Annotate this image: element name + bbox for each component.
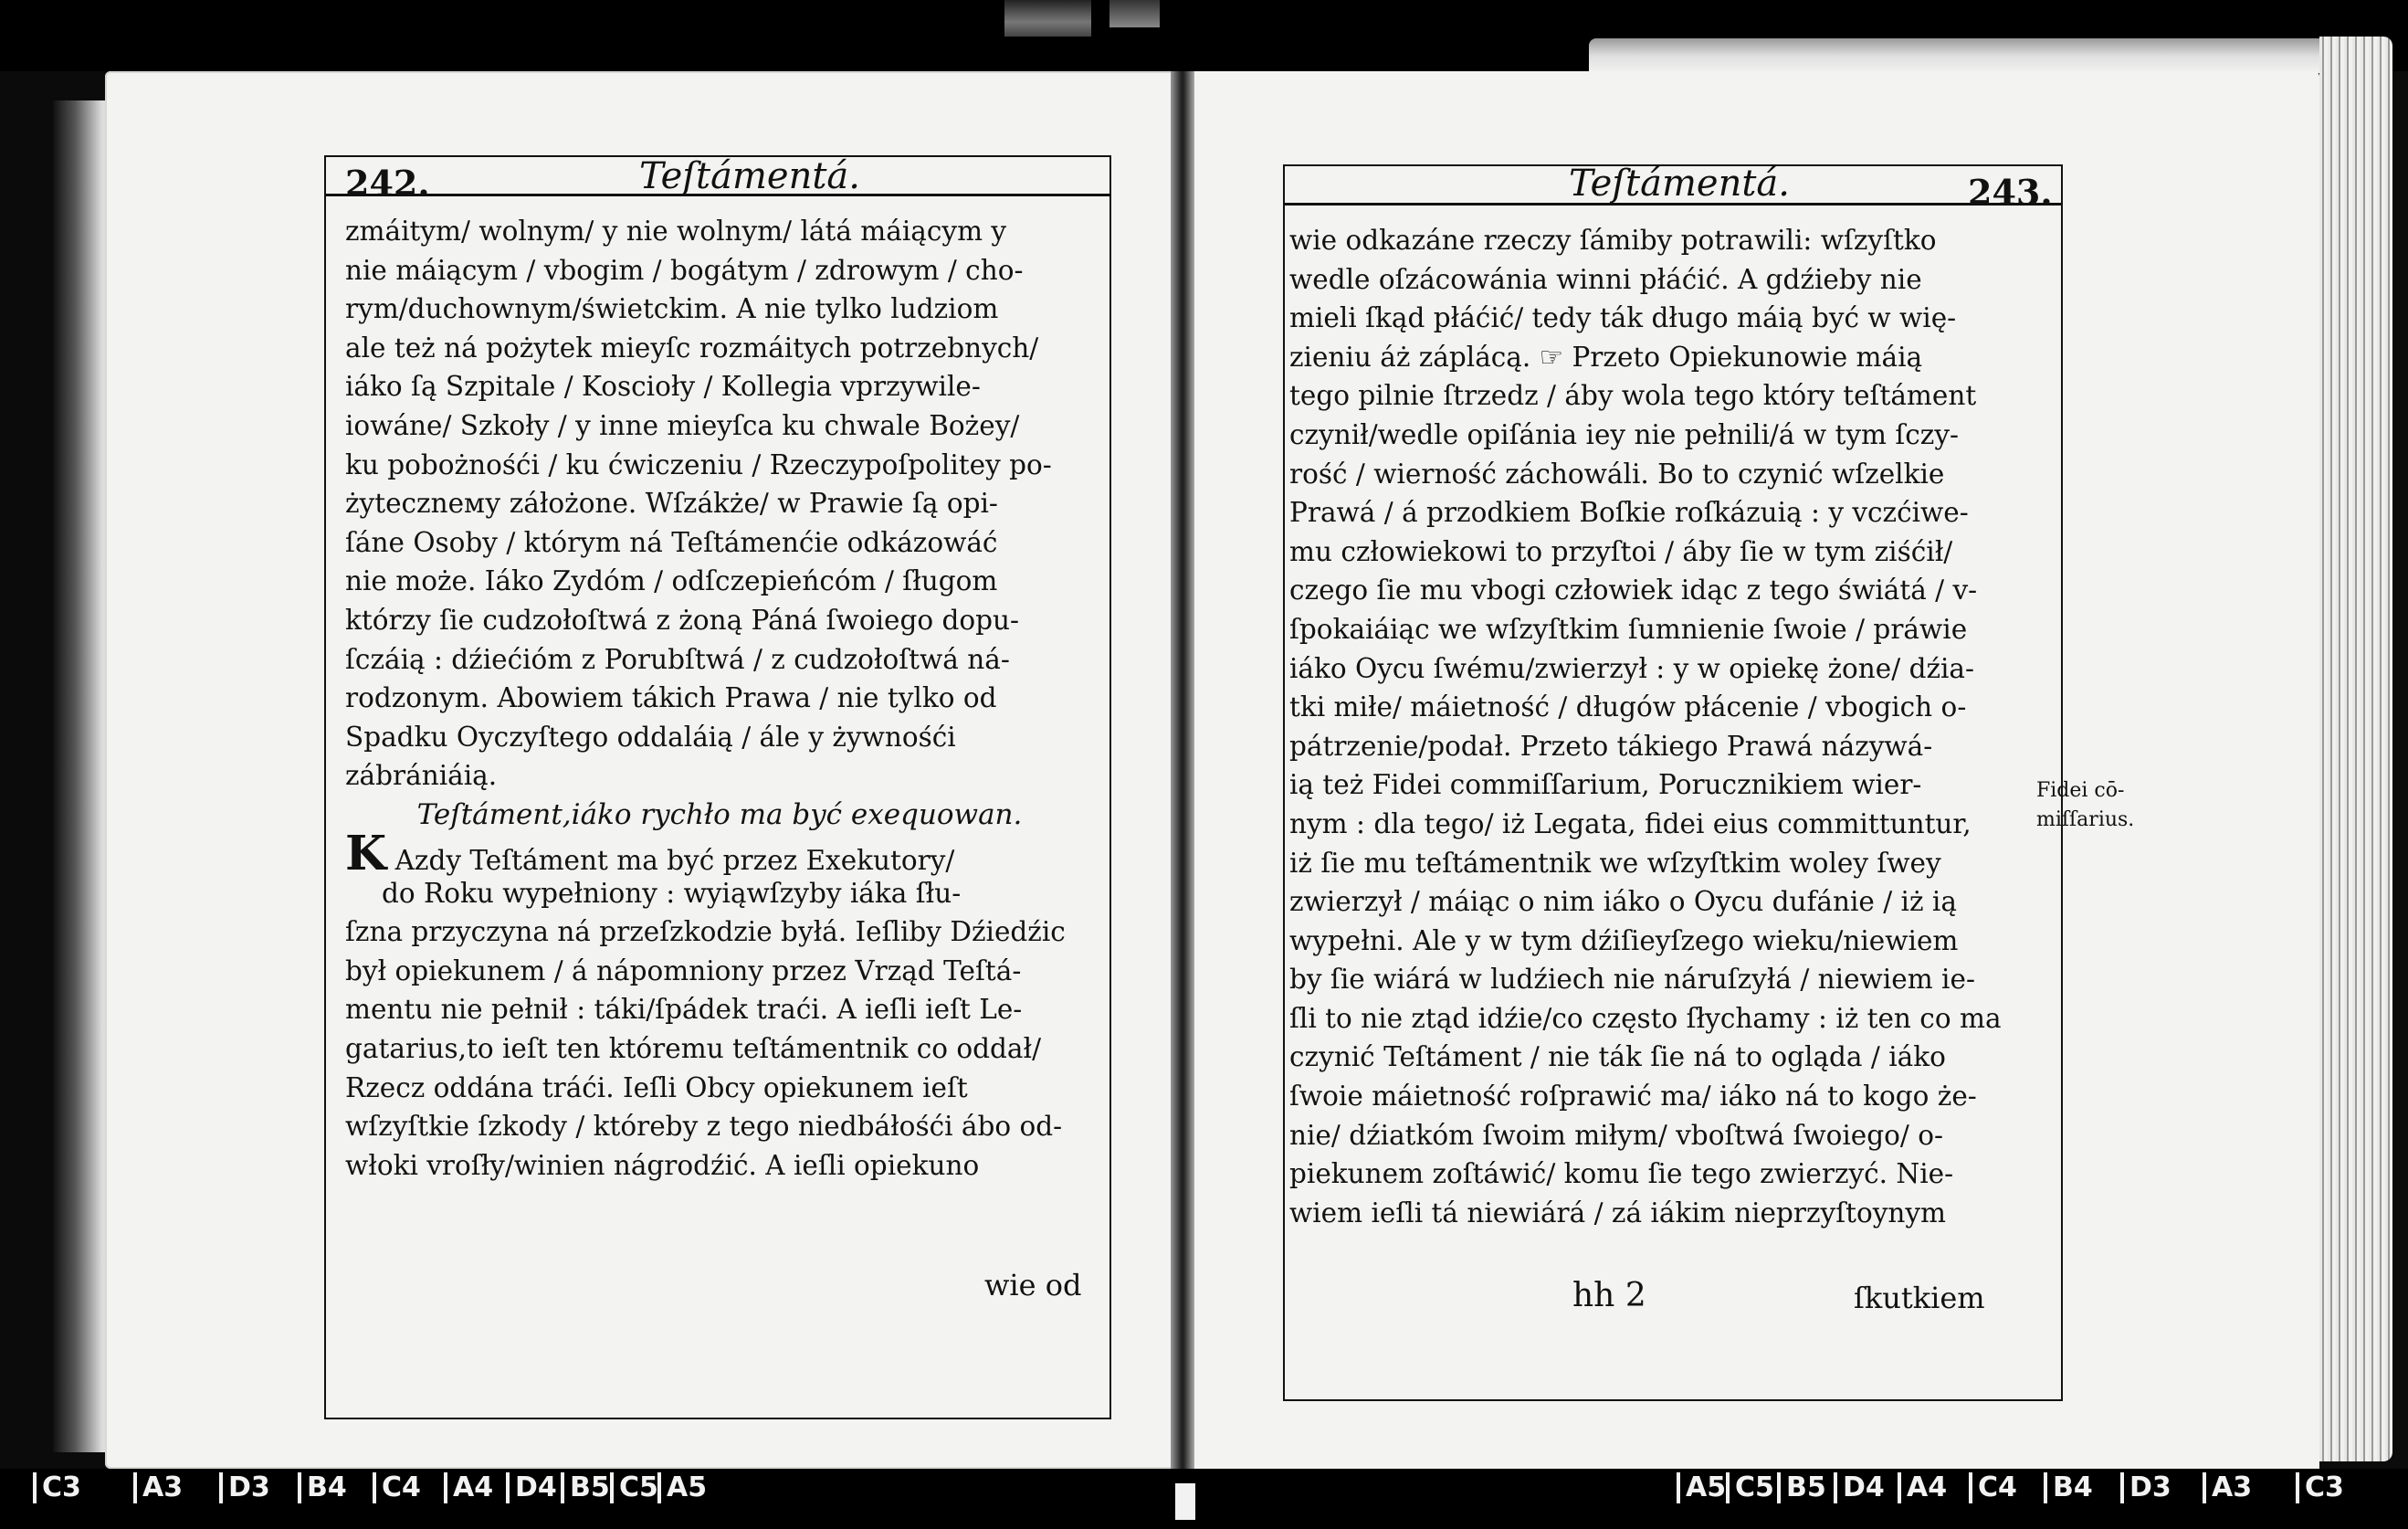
text-line: zieniu áż záplácą. ☞ Przeto Opiekunowie máią bbox=[1289, 341, 1923, 373]
text-line: ku pobożnośći / ku ćwiczeniu / Rzeczypoſpolitey po- bbox=[345, 448, 1052, 480]
signature-mark: hh 2 bbox=[1572, 1277, 1646, 1314]
target-label: B5 bbox=[561, 1472, 610, 1503]
catchword: wie od bbox=[984, 1268, 1082, 1302]
text-line: rym/duchownym/świetckim. A nie tylko ludziom bbox=[345, 293, 999, 325]
text-line: ſwoie máietność roſprawić ma/ iáko ná to kogo że- bbox=[1289, 1081, 1977, 1112]
text-line: czynić Teſtáment / nie ták ſie ná to ogląda / iáko bbox=[1289, 1041, 1946, 1073]
text-line: rodzonym. Abowiem tákich Prawa / nie tylko od bbox=[345, 682, 997, 714]
target-label: B4 bbox=[298, 1472, 347, 1503]
text-line: by ſie wiárá w ludźiech nie náruſzyłá / niewiem ie- bbox=[1289, 964, 1975, 996]
target-label: C4 bbox=[1969, 1472, 2017, 1503]
left-body-text-section bbox=[345, 835, 1094, 1185]
text-line: mentu nie pełnił : táki/ſpádek traći. A ieſli ieſt Le- bbox=[345, 994, 1023, 1026]
text-line: ſpokaiáiąc we wſzyſtkim ſumnienie ſwoie / práwie bbox=[1289, 613, 1968, 645]
target-label: C3 bbox=[2296, 1472, 2344, 1503]
text-line: iáko Oycu ſwému/zwierzył : y w opiekę żone/ dźia- bbox=[1289, 652, 1974, 684]
text-line: wypełni. Ale y w tym dźiſieyſzego wieku/niewiem bbox=[1289, 924, 1959, 956]
page-edge-left bbox=[53, 100, 108, 1452]
drop-initial: K bbox=[345, 835, 387, 881]
text-line: Rzecz oddána tráći. Ieſli Obcy opiekunem ieſt bbox=[345, 1071, 968, 1103]
running-head: Teſtámentá. bbox=[639, 155, 860, 197]
section-heading: Teſtáment,iáko rychło ma być exequowan. bbox=[416, 797, 1023, 831]
text-line: piekunem zoſtáwić/ komu ſie tego zwierzyć. Nie- bbox=[1289, 1158, 1954, 1190]
text-line: K Azdy Teſtáment ma być przez Exekutory/ bbox=[345, 835, 1094, 874]
book-fore-edge bbox=[2319, 37, 2392, 1461]
page-number: 243. bbox=[1968, 172, 2053, 213]
text-line: ſáne Osoby / którym ná Teſtámenćie odkázowáć bbox=[345, 526, 998, 558]
text-line: zmáitym/ wolnym/ y nie wolnym/ látá máiącym y bbox=[345, 216, 1007, 247]
target-label: C5 bbox=[610, 1472, 658, 1503]
target-label: C4 bbox=[373, 1472, 421, 1503]
right-body-text bbox=[1289, 221, 2031, 1232]
text-line: mieli ſkąd płáćić/ tedy ták długo máią być w wię- bbox=[1289, 302, 1957, 334]
margin-note: Fidei cō-miſſarius. bbox=[2036, 779, 2135, 831]
target-label: A3 bbox=[133, 1472, 183, 1503]
text-line: wſzyſtkie ſzkody / któreby z tego niedbáłośći ábo od- bbox=[345, 1111, 1063, 1143]
text-line: zwierzył / máiąc o nim iáko o Oycu dufánie / iż ią bbox=[1289, 886, 1957, 918]
text-line: iż ſie mu teſtámentnik we wſzyſtkim woley ſwey bbox=[1289, 847, 1941, 879]
text-line: iowáne/ Szkoły / y inne mieyſca ku chwale Bożey/ bbox=[345, 409, 1020, 441]
text-line: mu człowiekowi to przyſtoi / áby ſie w tym ziśćił/ bbox=[1289, 535, 1953, 567]
text-line: rość / wierność záchowáli. Bo to czynić wſzelkie bbox=[1289, 458, 1945, 490]
target-label: D3 bbox=[2120, 1472, 2171, 1503]
text-line: ſczáią : dźiećióm z Porubſtwá / z cudzołoſtwá ná- bbox=[345, 643, 1010, 675]
left-body-text bbox=[345, 212, 1094, 835]
scan-clip bbox=[1004, 0, 1091, 37]
text-line: do Roku wypełniony : wyiąwſzyby iáka ſłu- bbox=[382, 877, 962, 909]
text-line: Prawá / á przodkiem Boſkie roſkázuią : y vczćiwe- bbox=[1289, 497, 1969, 529]
text-line: tego pilnie ſtrzedz / áby wola tego który teſtáment bbox=[1289, 380, 1977, 412]
text-line: ale też ná pożytek mieyſc rozmáitych potrzebnych/ bbox=[345, 332, 1039, 364]
text-line: tki miłe/ máietność / długów płácenie / vbogich o- bbox=[1289, 691, 1967, 723]
text-line: włoki vroſły/winien nágrodźić. A ieſli opiekuno bbox=[345, 1149, 980, 1181]
text-line: nie máiącym / vbogim / bogátym / zdrowym / cho- bbox=[345, 254, 1024, 286]
text-line: gatarius,to ieſt ten któremu teſtámentnik co oddał/ bbox=[345, 1032, 1042, 1064]
text-line: iáko ſą Szpitale / Koscioły / Kollegia vprzywile- bbox=[345, 371, 981, 403]
target-label: D4 bbox=[506, 1472, 557, 1503]
target-label: C5 bbox=[1726, 1472, 1774, 1503]
text-line: czego ſie mu vbogi człowiek idąc z tego świátá / v- bbox=[1289, 575, 1978, 606]
text-line: wie odkazáne rzeczy ſámiby potrawili: wſzyſtko bbox=[1289, 225, 1937, 256]
text-line: którzy ſie cudzołoſtwá z żoną Páná ſwoiego dopu- bbox=[345, 604, 1019, 636]
target-label: A4 bbox=[1898, 1472, 1947, 1503]
target-label: D3 bbox=[219, 1472, 270, 1503]
target-label: A4 bbox=[444, 1472, 493, 1503]
page-number: 242. bbox=[345, 163, 430, 204]
book-gutter bbox=[1171, 71, 1194, 1487]
text-line: czynił/wedle opiſánia iey nie pełnili/á w tym ſczy- bbox=[1289, 418, 1959, 450]
text-line: pátrzenie/podał. Przeto tákiego Prawá názywá- bbox=[1289, 730, 1933, 762]
scan-clip bbox=[1109, 0, 1160, 27]
text-line: ią też Fidei commiſſarium, Porucznikiem wier- bbox=[1289, 769, 1922, 801]
running-head: Teſtámentá. bbox=[1569, 163, 1790, 205]
text-line: ſli to nie ztąd idźie/co często ſłychamy : iż ten co ma bbox=[1289, 1002, 2002, 1034]
catchword: ſkutkiem bbox=[1854, 1281, 1985, 1315]
target-label: A3 bbox=[2203, 1472, 2252, 1503]
text-line: nym : dla tego/ iż Legata, fidei eius committuntur, bbox=[1289, 807, 1972, 839]
text-line: wiem ieſli tá niewiárá / zá iákim nieprzyſtoynym bbox=[1289, 1197, 1947, 1228]
text-line: ſzna przyczyna ná przeſzkodzie byłá. Ieſliby Dźiedźic bbox=[345, 916, 1066, 948]
text-line: nie może. Iáko Zydóm / odſczepieńcóm / ſługom bbox=[345, 565, 998, 597]
target-label: D4 bbox=[1834, 1472, 1885, 1503]
book-top-edge bbox=[1589, 38, 2338, 73]
text-line: zábrániáią. bbox=[345, 760, 498, 792]
text-line: wedle oſzácowánia winni płáćić. A gdźieby nie bbox=[1289, 263, 1922, 295]
target-label: B5 bbox=[1777, 1472, 1826, 1503]
center-mark bbox=[1175, 1483, 1195, 1520]
target-label: A5 bbox=[1677, 1472, 1726, 1503]
target-label: B4 bbox=[2044, 1472, 2093, 1503]
text-line: nie/ dźiatkóm ſwoim miłym/ vboſtwá ſwoiego/ o- bbox=[1289, 1119, 1943, 1151]
target-label: C3 bbox=[33, 1472, 81, 1503]
text-line: był opiekunem / á nápomniony przez Vrząd Teſtá- bbox=[345, 954, 1022, 986]
text-line: żyteczneму záłożone. Wſzákże/ w Prawie ſą opi- bbox=[345, 488, 998, 520]
target-label: A5 bbox=[657, 1472, 707, 1503]
text-line: Spadku Oyczyſtego oddaláią / ále y żywnośći bbox=[345, 721, 956, 753]
